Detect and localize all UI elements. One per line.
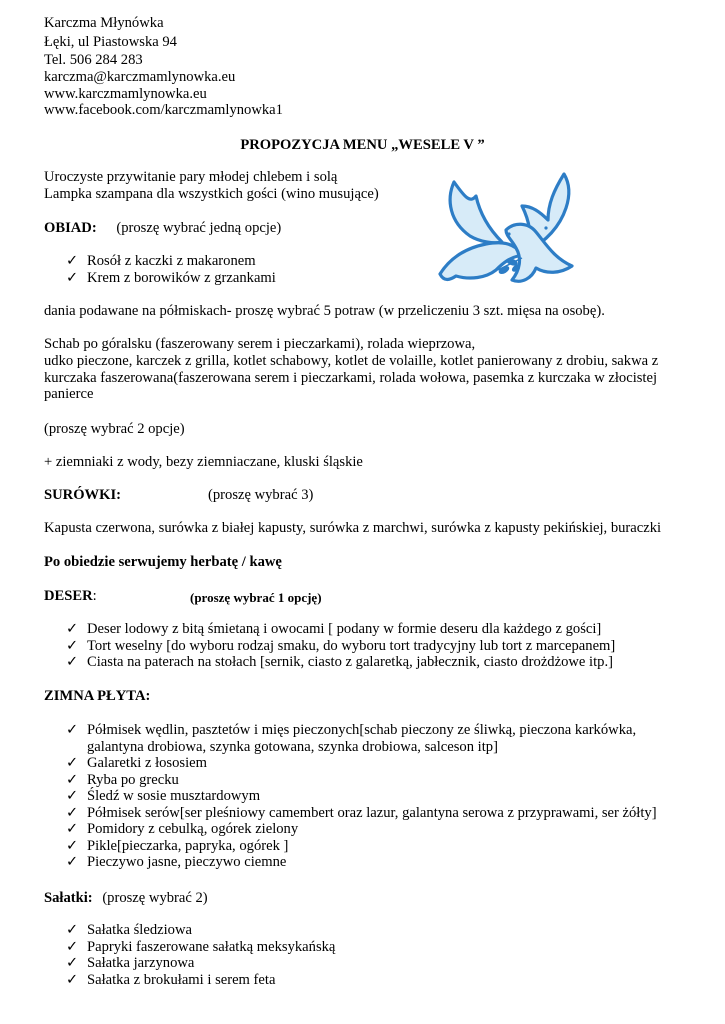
list-item: ✓ Ciasta na paterach na stołach [sernik, ciasto z galaretką, jabłecznik, ciasto drożdżowe itp.] [66,654,613,670]
surowki-note: (proszę wybrać 3) [208,487,314,503]
salatki-section [44,890,208,907]
doves-icon [436,170,582,294]
list-item: ✓ Ryba po grecku [66,771,179,788]
dishes-line-1: Schab po góralsku (faszerowany serem i pieczarkami), rolada wieprzowa, [44,336,476,352]
restaurant-email: karczma@karczmamlynowka.eu [44,69,236,85]
list-item: ✓ Galaretki z łososiem [66,755,207,771]
list-item: ✓ Półmisek wędlin, pasztetów i mięs pieczonych[schab pieczony ze śliwką, pieczona karkówka, galantyna drobiowa, szynka gotowana, szynka drobiowa, salceson itp] [66,722,637,755]
checkmark-icon: ✓ [66,755,79,771]
checkmark-icon: ✓ [66,269,79,286]
deser-section [44,588,97,605]
checkmark-icon: ✓ [66,938,79,955]
list-item: ✓ Krem z borowików z grzankami [66,269,276,286]
checkmark-icon: ✓ [66,722,79,738]
checkmark-icon: ✓ [66,821,79,837]
list-item: ✓ Papryki faszerowane sałatką meksykańską [66,938,336,955]
obiad-section [44,220,281,237]
checkmark-icon: ✓ [66,837,79,854]
deser-heading: DESER [44,588,93,604]
restaurant-name: Karczma Młynówka [44,15,164,31]
restaurant-address: Łęki, ul Piastowska 94 [44,34,177,50]
surowki-section [44,487,121,504]
list-item: ✓ Pomidory z cebulką, ogórek zielony [66,821,299,837]
list-item: ✓ Sałatka jarzynowa [66,955,195,971]
after-dinner-note: Po obiedzie serwujemy herbatę / kawę [44,554,282,570]
list-item: ✓ Pieczywo jasne, pieczywo ciemne [66,854,287,870]
checkmark-icon: ✓ [66,922,79,938]
checkmark-icon: ✓ [66,788,79,804]
checkmark-icon: ✓ [66,621,79,637]
salatki-heading: Sałatki: [44,890,93,906]
surowki-heading: SURÓWKI: [44,487,122,503]
restaurant-phone: Tel. 506 284 283 [44,52,143,68]
sides-list: + ziemniaki z wody, bezy ziemniaczane, kluski śląskie [44,454,363,470]
checkmark-icon: ✓ [66,637,79,654]
checkmark-icon: ✓ [66,253,79,269]
list-item: ✓ Tort weselny [do wyboru rodzaj smaku, do wyboru tort tradycyjny lub tort z marcepanem] [66,637,616,654]
checkmark-icon: ✓ [66,654,79,670]
welcome-line-1: Uroczyste przywitanie pary młodej chlebem i solą [44,169,338,185]
deser-colon: : [92,588,97,604]
zimna-list [66,722,666,871]
side-note: (proszę wybrać 2 opcje) [44,421,185,437]
menu-title: PROPOZYCJA MENU „WESELE V ” [240,137,485,153]
welcome-line-2: Lampka szampana dla wszystkich gości (wino musujące) [44,186,379,202]
checkmark-icon: ✓ [66,971,79,988]
obiad-list [66,253,276,286]
zimna-heading: ZIMNA PŁYTA: [44,688,151,704]
list-item: ✓ Sałatka śledziowa [66,922,192,938]
checkmark-icon: ✓ [66,804,79,821]
deser-note: (proszę wybrać 1 opcję) [190,590,322,605]
restaurant-website: www.karczmamlynowka.eu [44,86,207,102]
obiad-heading: OBIAD: [44,220,97,236]
checkmark-icon: ✓ [66,955,79,971]
list-item: ✓ Śledź w sosie musztardowym [66,788,261,804]
dishes-note: dania podawane na półmiskach- proszę wybrać 5 potraw (w przeliczeniu 3 szt. mięsa na osobę). [44,303,605,319]
list-item: ✓ Pikle[pieczarka, papryka, ogórek ] [66,837,289,854]
obiad-note: (proszę wybrać jedną opcje) [116,220,282,236]
salatki-list [66,922,335,988]
list-item: ✓ Sałatka z brokułami i serem feta [66,971,276,988]
list-item: ✓ Rosół z kaczki z makaronem [66,253,256,269]
salatki-note: (proszę wybrać 2) [102,890,208,906]
checkmark-icon: ✓ [66,771,79,788]
list-item: ✓ Półmisek serów[ser pleśniowy camembert oraz lazur, galantyna serowa z przyprawami, ser żółty] [66,804,657,821]
restaurant-facebook: www.facebook.com/karczmamlynowka1 [44,102,283,118]
list-item: ✓ Deser lodowy z bitą śmietaną i owocami [ podany w formie deseru dla każdego z gości] [66,621,602,637]
dishes-list: udko pieczone, karczek z grilla, kotlet schabowy, kotlet de volaille, kotlet panierowany z drobiu, sakwa z kurczaka faszerowana(faszerowana serem i pieczarkami, rolada wołowa, pasemka z kurczaka w złocistej panierce [44,353,659,402]
deser-list [66,621,615,671]
checkmark-icon: ✓ [66,854,79,870]
surowki-list: Kapusta czerwona, surówka z białej kapusty, surówka z marchwi, surówka z kapusty pekińskiej, buraczki [44,520,662,536]
